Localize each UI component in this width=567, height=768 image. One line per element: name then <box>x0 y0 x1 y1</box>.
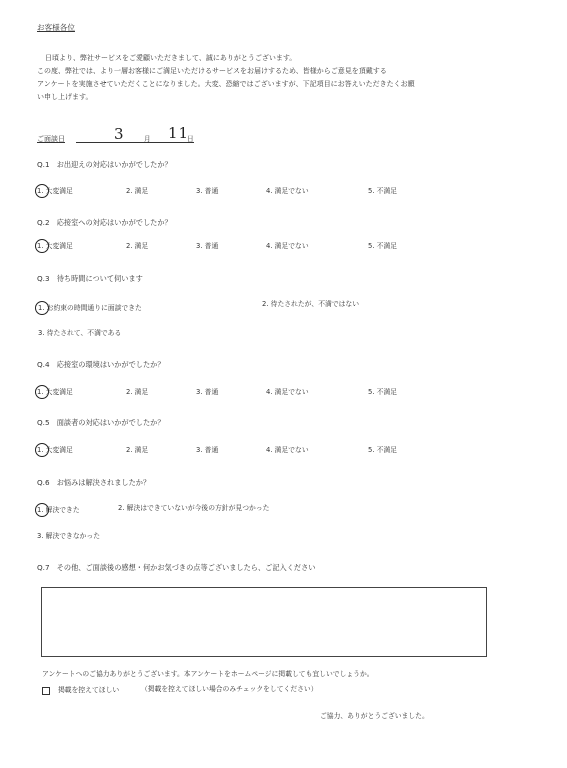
q3-option-1[interactable]: 1. お約束の時間通りに面談できた <box>38 304 142 312</box>
q5-option-2[interactable]: 2. 満足 <box>126 446 149 454</box>
greeting-title: お客様各位 <box>37 23 75 32</box>
question-7: Q.7 その他、ご面談後の感想・何かお気づきの点等ございましたら、ご記入ください <box>37 563 316 572</box>
q5-option-1[interactable]: 1. 大変満足 <box>37 446 73 454</box>
q5-option-4[interactable]: 4. 満足でない <box>266 446 309 454</box>
q4-option-5[interactable]: 5. 不満足 <box>368 388 398 396</box>
intro-line: 日頃より、弊社サービスをご愛顧いただきまして、誠にありがとうございます。 <box>45 54 297 62</box>
q2-option-5[interactable]: 5. 不満足 <box>368 242 398 250</box>
q6-option-2[interactable]: 2. 解決はできていないが今後の方針が見つかった <box>118 504 270 512</box>
q4-option-1[interactable]: 1. 大変満足 <box>37 388 73 396</box>
opt-out-label: 掲載を控えてほしい <box>58 686 120 694</box>
q5-option-3[interactable]: 3. 普通 <box>196 446 219 454</box>
comment-textarea[interactable] <box>41 587 487 657</box>
closing-thanks: ご協力、ありがとうございました。 <box>320 712 429 720</box>
date-underline <box>76 142 194 143</box>
question-3: Q.3 待ち時間について伺います <box>37 274 143 283</box>
opt-out-checkbox[interactable] <box>42 687 50 695</box>
intro-line: い申し上げます。 <box>37 93 93 101</box>
q2-option-2[interactable]: 2. 満足 <box>126 242 149 250</box>
question-2: Q.2 応接室への対応はいかがでしたか？ <box>37 218 172 227</box>
q1-option-1[interactable]: 1. 大変満足 <box>37 187 73 195</box>
q1-option-3[interactable]: 3. 普通 <box>196 187 219 195</box>
question-6: Q.6 お悩みは解決されましたか？ <box>37 478 151 487</box>
question-4: Q.4 応接室の環境はいかがでしたか？ <box>37 360 165 369</box>
q3-option-2[interactable]: 2. 待たされたが、不満ではない <box>262 300 360 308</box>
q3-option-3[interactable]: 3. 待たされて、不満である <box>38 329 122 337</box>
q2-option-3[interactable]: 3. 普通 <box>196 242 219 250</box>
date-day-value[interactable]: 11 <box>168 124 190 142</box>
q4-option-4[interactable]: 4. 満足でない <box>266 388 309 396</box>
intro-paragraph <box>37 52 507 104</box>
q4-option-2[interactable]: 2. 満足 <box>126 388 149 396</box>
intro-line: アンケートを実施させていただくことになりました。大変、恐縮ではございますが、下記項目にお答えいただきたくお願 <box>37 80 415 88</box>
q4-option-3[interactable]: 3. 普通 <box>196 388 219 396</box>
q1-option-2[interactable]: 2. 満足 <box>126 187 149 195</box>
date-label: ご面談日 <box>37 135 65 143</box>
intro-line: この度、弊社では、より一層お客様にご満足いただけるサービスをお届けするため、皆様からご意見を頂戴する <box>37 67 387 75</box>
question-1: Q.1 お出迎えの対応はいかがでしたか？ <box>37 160 172 169</box>
q2-option-1[interactable]: 1. 大変満足 <box>37 242 73 250</box>
q1-option-4[interactable]: 4. 満足でない <box>266 187 309 195</box>
date-month-value[interactable]: 3 <box>114 125 124 143</box>
q1-option-5[interactable]: 5. 不満足 <box>368 187 398 195</box>
date-month-unit: 月 <box>144 135 151 143</box>
publish-question: アンケートへのご協力ありがとうございます。本アンケートをホームページに掲載しても宜しいでしょうか。 <box>42 670 374 678</box>
q6-option-1[interactable]: 1. 解決できた <box>37 506 80 514</box>
q2-option-4[interactable]: 4. 満足でない <box>266 242 309 250</box>
q5-option-5[interactable]: 5. 不満足 <box>368 446 398 454</box>
question-5: Q.5 面談者の対応はいかがでしたか？ <box>37 418 165 427</box>
date-day-unit: 日 <box>187 135 194 143</box>
q6-option-3[interactable]: 3. 解決できなかった <box>37 532 101 540</box>
opt-out-note: （掲載を控えてほしい場合のみチェックをしてください） <box>141 685 318 693</box>
